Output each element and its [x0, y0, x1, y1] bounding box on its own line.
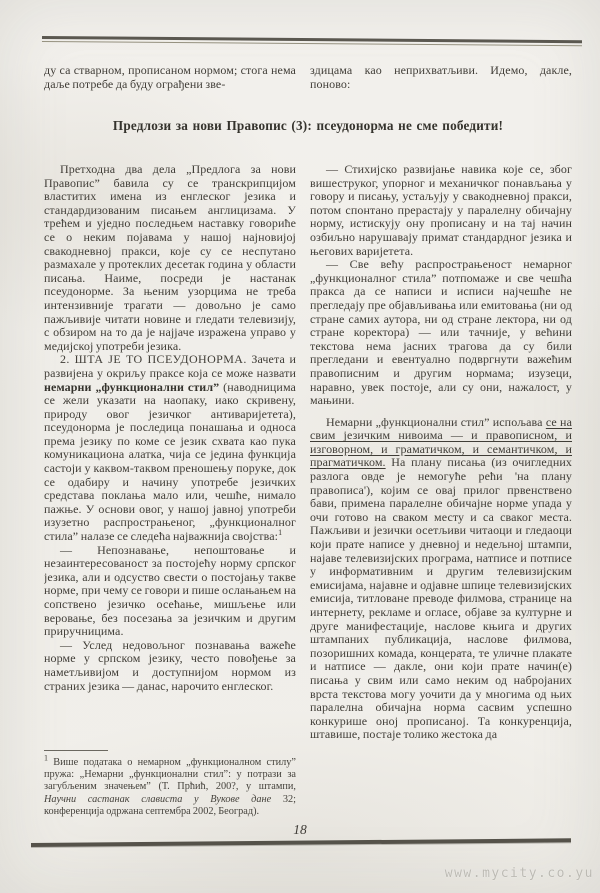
- footnote-block: [44, 750, 296, 818]
- page-number: 18: [293, 822, 307, 837]
- footnote-body: Више података о немарном „функционалном стилу” пружа: „Немарни „функционални стил”: у потрази за загубљеним значењем” (Т. Прћић, 200?, у штампи,: [44, 757, 296, 793]
- bullet-paragraph-ignorance: — Непознавање, непоштовање и незаинтересованост за постојећу норму српског језика, али и одсуство свести о постојању такве норме, при чему се говори и пише ослањањем на сопствено језичко осећање, мишљење или веровање, без посезања за језичким и другим приручницима.: [44, 542, 296, 639]
- paragraph-text: Зачета и развијена у окриљу праксе која се може назвати: [44, 352, 296, 380]
- bullet-paragraph-unreviewed-texts: — Све већу распрострањеност немарног „функционалног стила” потпомаже и све чешћа пракса да се написи и исписи најчешће не прегледају пре објављивања или емитовања (ни од стране самих аутора, ни од стране лектора, ни од стране коректора) — или тачније, у већини текстова нема јасних трагова да су били прегледани и евентуално подвргнути важећим правописним и другим нормама; изузеци, наравно, увек постоје, али су они, нажалост, у мањини.: [310, 257, 572, 408]
- section-lead-text: 2. ШТА ЈЕ ТО ПСЕУДОНОРМА.: [60, 352, 247, 367]
- site-watermark: www.mycity.co.yu: [444, 866, 594, 881]
- left-text-column: [44, 163, 296, 749]
- underlined-phrase-language-levels: се на свим језичким нивоима — и правописном, и изговорном, и граматичком, и семантичком, и прагматичком.: [310, 414, 572, 470]
- footnote-text: [44, 753, 296, 818]
- paragraph-style-levels: [310, 416, 572, 742]
- footnote-italic-journal-title: Научни састанак слависта у Вукове дане: [44, 793, 272, 805]
- footnote-marker: 1: [44, 753, 48, 763]
- footnote-reference-marker: 1: [278, 528, 283, 538]
- article-title: Предлози за нови Правопис (3): псеудонорма не сме победити!: [112, 118, 504, 133]
- footnote-body: 32; конференција одржана септембра 2002, Београд).: [44, 793, 296, 817]
- top-double-rule: [42, 36, 582, 46]
- paragraph-intro: Претходна два дела „Предлога за нови Правопис” бавила су се транскрипцијом властитих имена из енглеског језика и стандардизованим писањем англицизама. У трећем и уједно последњем наставку говориће се о неким појавама у нашој најновијој свакодневној пракси, које су се неспутано размахале у протеклих десетак година у области писања. Наиме, посреди је настанак псеудонорме. За њеним узорцима не треба интензивније трагати — довољно је само пажљивије читати новине и гледати телевизију, с обзиром на то да је најјаче изражена управо у медијској употреби језика.: [44, 163, 296, 353]
- bold-term-careless-functional-style: немарни „функционални стил”: [44, 379, 220, 394]
- carryover-text-row: [44, 64, 572, 91]
- paragraph-text: На плану писања (из очигледних разлога овде је немогуће рећи 'на плану правописа'), којим се овај прилог првенствено бави, примена паралелне обичајне норме упада у очи готово на сваком месту и са сваког места. Пажљиви и језички осетљиви читаоци и гледаоци који прате написе у дневној и недељној штампи, најаве телевизијских програма, натписе и потписе у информативним и другим телевизијским емисијама, најавне и одјавне шпице телевизијских емисија, титловане преводе филмова, странице на интернету, рекламе и огласе, објаве за културне и друге манифестације, наслове књига и других штампаних публикација, наслове филмова, позоришних комада, концерата, те уличне плакате и натписе — дакле, они који прате начин(е) писања у свим или само неким од набројаних врста текстова могу уочити да у многима од њих паралелна обичајна норма сасвим успешно конкурише оној прописаној. Та конкуренција, штавише, постаје толико жестока да: [310, 455, 572, 742]
- footnote-separator-rule: [44, 750, 108, 751]
- right-text-column: [310, 163, 572, 831]
- paragraph-text: Немарни „функционални стил” испољава: [326, 414, 546, 429]
- bullet-paragraph-spontaneous-habits: — Стихијско развијање навика које се, због вишеструког, упорног и механичког понављања у говору и писању, устаљују у свакодневној пракси, потом спонтано прерастају у паралелну обичајну норму, истискују ону прописану и на тај начин озбиљно нарушавају примат стандардног језика и његових варијетета.: [310, 163, 572, 258]
- carryover-left-fragment: ду са стварном, прописаном нормом; стога нема даље потребе да буду ограђени зве-: [44, 63, 296, 91]
- bottom-rule: [31, 838, 571, 847]
- paragraph-text: (наводницима се жели указати на наопаку, иако скривену, природу овог језичког антиваријетета), псеудонорма је последица понашања и односа према језику по коме се језик схвата као пука комуникациона алатка, чија се једина функција састоји у каквом-таквом преношењу поруке, док се одабиру и начину употребе језичких средстава поклања мало или, чешће, нимало пажње. У основи овог, у нашој јавној употреби изузетно распрострањеног, „функционалног стила” налазе се следећа најважнија својства:: [44, 379, 296, 544]
- paragraph-what-is-pseudonorm: [44, 353, 296, 543]
- carryover-right-fragment: здицама као неприхватљиви. Идемо, дакле, поново:: [310, 63, 572, 91]
- bullet-paragraph-foreign-norm: — Услед недовољног познавања важеће норме у српском језику, често повођење за наметљивијом и доступнијом нормом из страних језика — данас, нарочито енглеског.: [44, 637, 296, 693]
